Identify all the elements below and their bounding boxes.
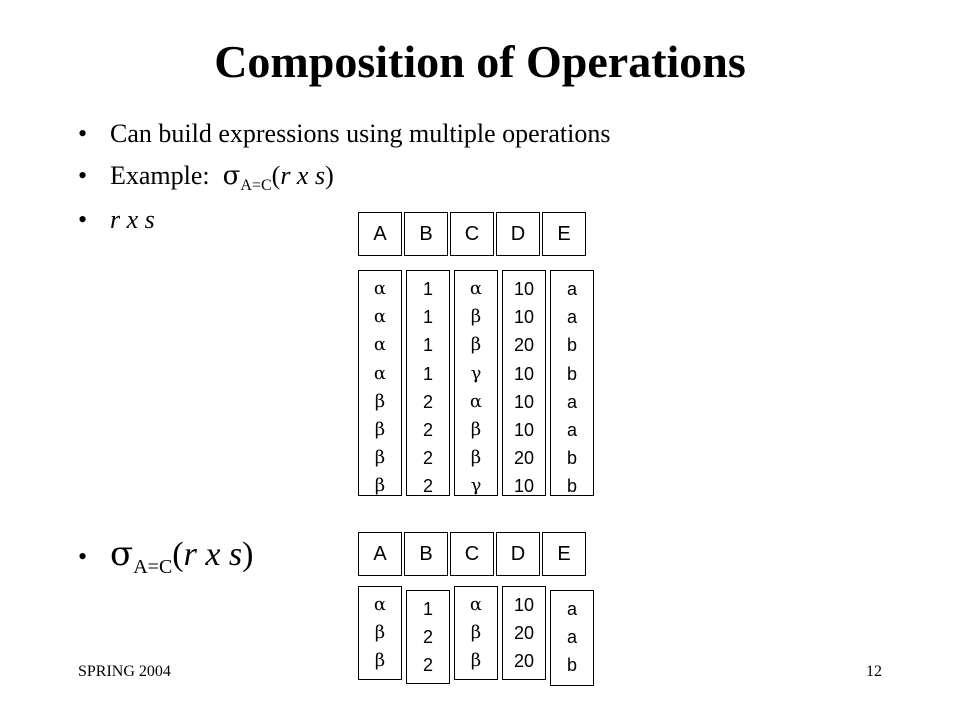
table-cell: b (566, 448, 577, 469)
table-cell: β (374, 622, 386, 644)
table-cell: α (469, 278, 483, 299)
table-cell: α (469, 594, 483, 615)
table-cell: 10 (513, 476, 535, 497)
rxs-header-c: C (450, 212, 494, 256)
table-cell: a (566, 391, 577, 412)
table-cell: β (470, 418, 482, 440)
table-cell: β (374, 447, 386, 469)
table-cell: 1 (422, 335, 433, 356)
bullet-1 (78, 118, 610, 150)
table-cell: a (566, 599, 577, 619)
table-cell: a (566, 627, 577, 648)
bullet-3 (78, 204, 155, 236)
table-cell: α (373, 334, 387, 356)
open-paren: ( (172, 536, 184, 573)
table-cell: β (470, 650, 482, 672)
table-cell: a (566, 419, 577, 440)
bullet-2 (78, 160, 334, 196)
rxs-column-b (406, 270, 450, 496)
table-cell: b (566, 335, 577, 356)
table-cell: a (566, 279, 577, 299)
slide-title: Composition of Operations (214, 36, 746, 87)
open-paren: ( (271, 161, 281, 190)
table-cell: α (373, 594, 387, 615)
sigma-symbol: σ (222, 161, 241, 191)
select-column-e (550, 590, 594, 686)
table-cell: 1 (422, 279, 433, 299)
rxs-column-e (550, 270, 594, 496)
selection-expression: r x s (183, 536, 243, 573)
table-cell: β (470, 306, 482, 328)
rxs-header-a: A (358, 212, 402, 256)
bullet-dot: • (78, 119, 88, 148)
bullet-3-expression: r x s (110, 205, 155, 234)
bullet-1-text: Can build expressions using multiple operations (110, 119, 611, 148)
table-cell: α (373, 306, 387, 328)
close-paren: ) (325, 161, 334, 190)
table-cell: 10 (513, 363, 535, 384)
table-cell: β (374, 475, 386, 497)
table-cell: 10 (513, 419, 535, 440)
select-column-b (406, 590, 450, 684)
close-paren: ) (242, 536, 254, 573)
table-cell: β (374, 418, 386, 440)
rxs-column-c (454, 270, 498, 496)
bullet-2-prefix: Example: (110, 161, 210, 190)
select-header-e: E (542, 532, 586, 576)
footer-date: SPRING 2004 (78, 663, 171, 680)
bullet-dot: • (78, 205, 88, 234)
select-header-d: D (496, 532, 540, 576)
table-cell: 10 (513, 279, 535, 299)
select-header-a: A (358, 532, 402, 576)
rxs-table-header (358, 212, 588, 256)
page-number: 12 (866, 663, 882, 680)
table-cell: β (374, 650, 386, 672)
table-cell: β (470, 334, 482, 356)
select-column-c (454, 586, 498, 680)
bullet-4 (78, 534, 254, 578)
table-cell: 1 (422, 307, 433, 328)
example-expression: r x s (280, 161, 326, 190)
table-cell: 2 (422, 419, 433, 440)
bullet-dot: • (78, 542, 88, 571)
table-cell: 1 (422, 363, 433, 384)
table-cell: 20 (513, 623, 535, 644)
table-cell: 2 (422, 476, 433, 497)
table-cell: α (373, 278, 387, 299)
rxs-header-d: D (496, 212, 540, 256)
bullet-dot: • (78, 161, 88, 190)
table-cell: 2 (422, 627, 433, 648)
table-cell: β (470, 447, 482, 469)
select-column-a (358, 586, 402, 680)
table-cell: β (470, 622, 482, 644)
select-column-d (502, 586, 546, 680)
table-cell: α (469, 390, 483, 412)
select-table-header (358, 532, 588, 576)
table-cell: γ (470, 475, 482, 497)
selection-condition: A=C (133, 556, 173, 578)
table-cell: γ (470, 362, 482, 384)
table-cell: 10 (513, 595, 535, 615)
table-cell: 20 (513, 448, 535, 469)
table-cell: 10 (513, 307, 535, 328)
rxs-column-a (358, 270, 402, 496)
table-cell: β (374, 390, 386, 412)
rxs-column-d (502, 270, 546, 496)
table-cell: 2 (422, 391, 433, 412)
table-cell: 20 (513, 335, 535, 356)
table-cell: 20 (513, 651, 535, 672)
selection-condition: A=C (240, 177, 272, 194)
table-cell: a (566, 307, 577, 328)
select-header-b: B (404, 532, 448, 576)
rxs-header-b: B (404, 212, 448, 256)
sigma-symbol: σ (110, 534, 134, 574)
table-cell: 2 (422, 448, 433, 469)
table-cell: α (373, 362, 387, 384)
table-cell: b (566, 476, 577, 497)
table-cell: 2 (422, 655, 433, 676)
select-header-c: C (450, 532, 494, 576)
table-cell: 10 (513, 391, 535, 412)
table-cell: b (566, 655, 577, 676)
rxs-header-e: E (542, 212, 586, 256)
table-cell: 1 (422, 599, 433, 619)
table-cell: b (566, 363, 577, 384)
